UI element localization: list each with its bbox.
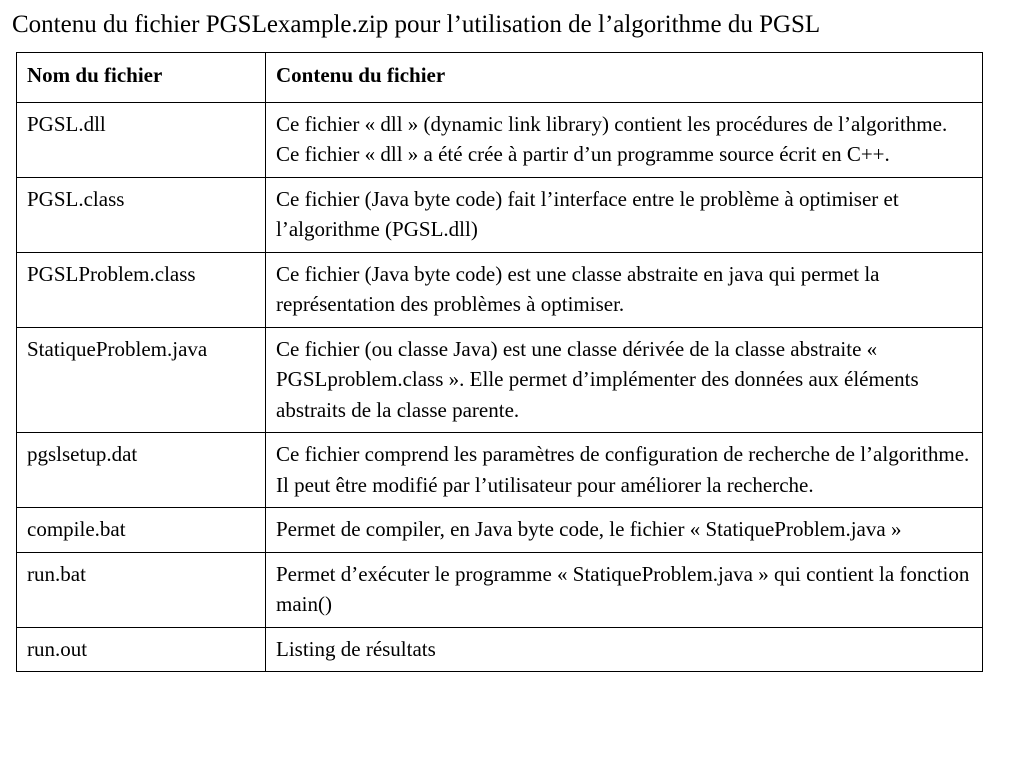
- table-row: [17, 552, 983, 627]
- file-content-cell: Ce fichier « dll » (dynamic link library) contient les procédures de l’algorithme. Ce fichier « dll » a été crée à partir d’un programme source écrit en C++.: [266, 102, 983, 177]
- file-content-cell: Permet d’exécuter le programme « StatiqueProblem.java » qui contient la fonction main(): [266, 552, 983, 627]
- table-row: [17, 508, 983, 553]
- page-title: Contenu du fichier PGSLexample.zip pour l’utilisation de l’algorithme du PGSL: [12, 11, 821, 38]
- file-name-cell: pgslsetup.dat: [17, 433, 266, 508]
- file-name-cell: PGSL.dll: [17, 102, 266, 177]
- file-content-cell: Ce fichier (Java byte code) est une classe abstraite en java qui permet la représentation des problèmes à optimiser.: [266, 252, 983, 327]
- file-content-cell: Ce fichier comprend les paramètres de configuration de recherche de l’algorithme. Il peut être modifié par l’utilisateur pour améliorer la recherche.: [266, 433, 983, 508]
- file-content-cell: Listing de résultats: [266, 627, 983, 672]
- file-table: [16, 52, 983, 672]
- table-row: [17, 327, 983, 433]
- file-name-cell: PGSL.class: [17, 177, 266, 252]
- table-row: [17, 102, 983, 177]
- table-row: [17, 627, 983, 672]
- file-name-cell: run.out: [17, 627, 266, 672]
- file-content-cell: Ce fichier (ou classe Java) est une classe dérivée de la classe abstraite « PGSLproblem.class ». Elle permet d’implémenter des données aux éléments abstraits de la classe parente.: [266, 327, 983, 433]
- file-name-cell: compile.bat: [17, 508, 266, 553]
- table-row: [17, 252, 983, 327]
- file-name-cell: StatiqueProblem.java: [17, 327, 266, 433]
- file-name-cell: PGSLProblem.class: [17, 252, 266, 327]
- header-file-content: Contenu du fichier: [266, 53, 983, 103]
- table-row: [17, 433, 983, 508]
- table-row: [17, 177, 983, 252]
- file-content-cell: Ce fichier (Java byte code) fait l’interface entre le problème à optimiser et l’algorithme (PGSL.dll): [266, 177, 983, 252]
- file-name-cell: run.bat: [17, 552, 266, 627]
- table-header-row: [17, 53, 983, 103]
- header-file-name: Nom du fichier: [17, 53, 266, 103]
- file-content-cell: Permet de compiler, en Java byte code, le fichier « StatiqueProblem.java »: [266, 508, 983, 553]
